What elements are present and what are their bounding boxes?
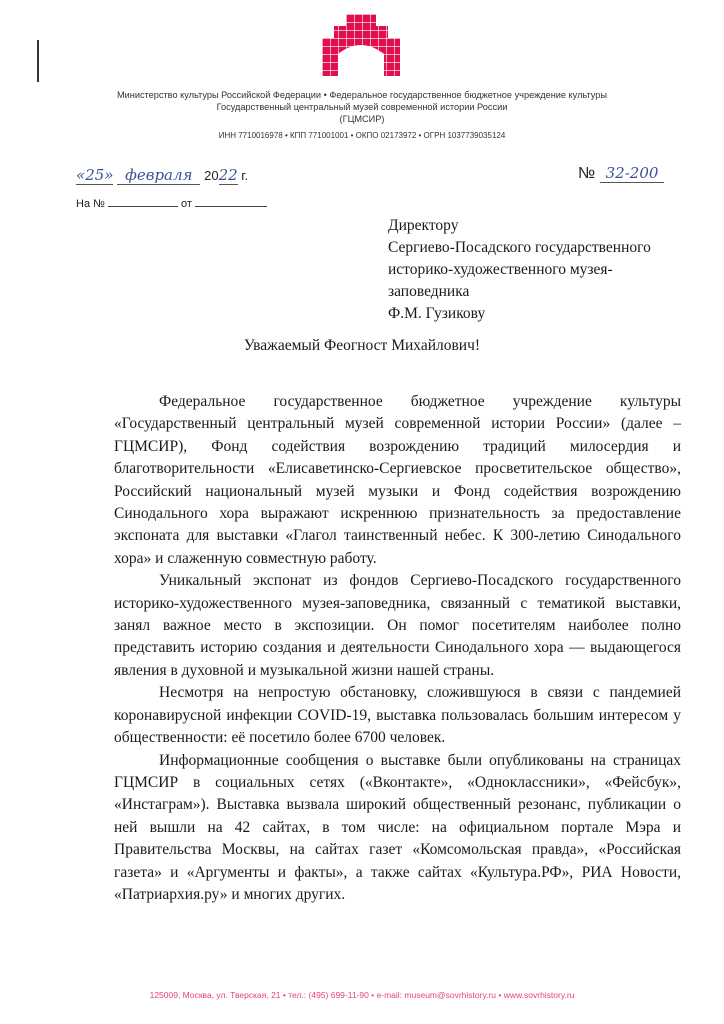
paragraph: Несмотря на непростую обстановку, сложившуюся в связи с пандемией коронавирусной инфекции COVID-19, выставка пользовалась большим интересом у общественности: её посетило более 6700 человек. bbox=[114, 684, 681, 747]
reference-date-blank bbox=[195, 197, 267, 207]
footer-contacts: 125009, Москва, ул. Тверская, 21 • тел.: (495) 699-11-90 • e-mail: museum@sovrhistory.ru • www.sovrhistory.ru bbox=[149, 990, 575, 1000]
addressee-line-2: Сергиево-Посадского государственного bbox=[388, 239, 651, 256]
reference-line bbox=[76, 197, 267, 210]
reference-number-blank bbox=[108, 197, 178, 207]
date-day: 25 bbox=[85, 166, 105, 184]
letterhead-ids: ИНН 7710016978 • КПП 771001001 • ОКПО 02173972 • ОГРН 1037739035124 bbox=[218, 131, 506, 140]
salutation: Уважаемый Феогност Михайлович! bbox=[243, 337, 481, 354]
letterhead bbox=[60, 89, 664, 142]
paragraph: Уникальный экспонат из фондов Сергиево-Посадского государственного историко-художественного музея-заповедника, связанный с тематикой выставки, занял важное место в экспозиции. Он помог посетителям наиболее полно представить историю создания и деятельности Синодального хора — выдающегося явления в духовной и музыкальной жизни нашей страны. bbox=[114, 572, 681, 679]
addressee-block bbox=[388, 215, 651, 325]
addressee-line-5: Ф.М. Гузикову bbox=[388, 305, 486, 322]
margin-mark bbox=[37, 40, 39, 82]
date-year-suffix: 22 bbox=[218, 166, 238, 184]
letterhead-line-1: Министерство культуры Российской Федерации • Федеральное государственное бюджетное учреждение культуры bbox=[116, 90, 608, 100]
reference-label: На № bbox=[76, 198, 105, 210]
number-value: 32-200 bbox=[600, 164, 665, 183]
letterhead-line-2: Государственный центральный музей современной истории России bbox=[216, 102, 508, 112]
museum-logo bbox=[322, 14, 400, 76]
addressee-line-4: заповедника bbox=[388, 283, 470, 300]
letter-date: «25» февраля 2022 г. bbox=[76, 166, 249, 184]
addressee-line-1: Директору bbox=[388, 217, 459, 234]
letter-number bbox=[578, 164, 664, 183]
letterhead-line-3: (ГЦМСИР) bbox=[339, 114, 385, 124]
date-year-unit: г. bbox=[241, 168, 249, 183]
number-label: № bbox=[578, 165, 596, 182]
date-month: февраля bbox=[117, 166, 200, 185]
letter-body bbox=[114, 391, 681, 906]
paragraph: Информационные сообщения о выставке были опубликованы на страницах ГЦМСИР в социальных сетях («Вконтакте», «Одноклассники», «Фейсбук», «Инстаграм»). Выставка вызвала широкий общественный резонанс, публикации о ней вышли на 42 сайтах, в том числе: на официальном портале Мэра и Правительства Москвы, на сайтах газет «Комсомольская правда», «Российская газета» и «Аргументы и факты», а также сайтах «Культура.РФ», РИА Новости, «Патриархия.ру» и многих других. bbox=[114, 751, 681, 903]
reference-from-label: от bbox=[181, 198, 192, 210]
addressee-line-3: историко-художественного музея- bbox=[388, 261, 613, 278]
date-year-prefix: 20 bbox=[204, 168, 219, 183]
paragraph: Федеральное государственное бюджетное учреждение культуры «Государственный центральный музей современной истории России» (далее – ГЦМСИР), Фонд содействия возрождению традиций милосердия и благотворительности «Елисаветинско-Сергиевское просветительское общество», Российский национальный музей музыки и Фонд содействия возрождению Синодального хора выражают искреннюю признательность за предоставление экспоната для выставки «Глагол таинственный небес. К 300-летию Синодального хора» и слаженную совместную работу. bbox=[114, 393, 681, 567]
